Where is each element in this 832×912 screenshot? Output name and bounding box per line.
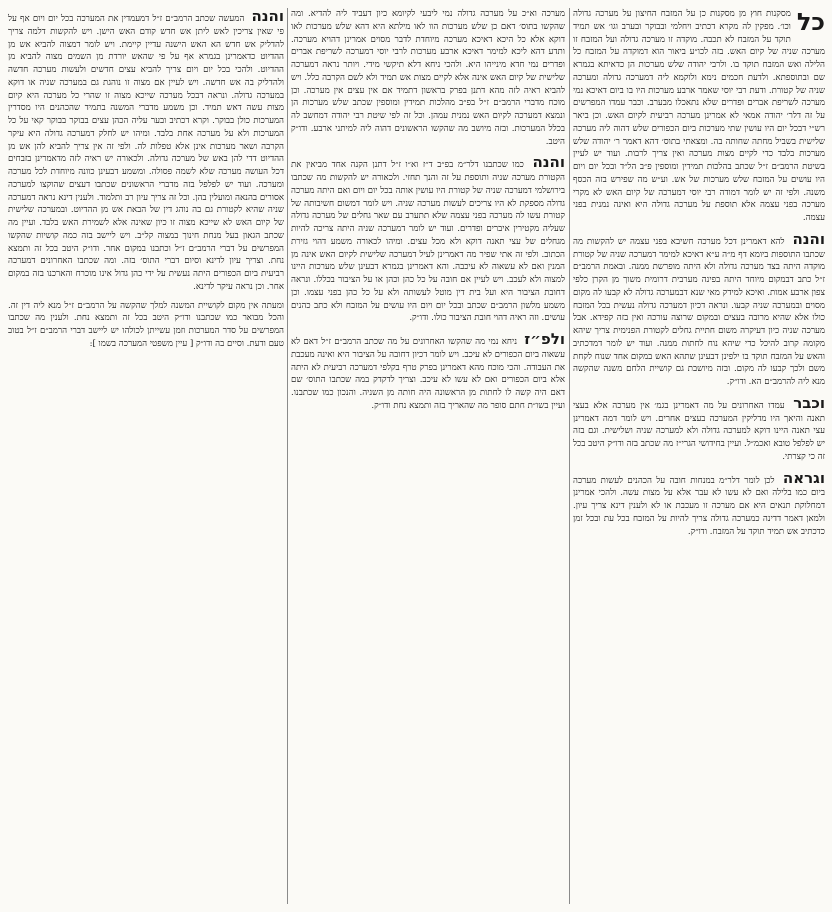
paragraph <box>291 8 565 148</box>
paragraph-heading: והנה <box>532 153 565 172</box>
paragraph-text: כמו שכתבנו דלר״מ בפ״ב ד״ז וא״ו ז״ל דתנן הקנה אחד מביאין את הקטורת מערכה שניה ותוספת על זה והנך תחזי. ולכאורה יש להקשות מה שכתבו בירושלמי דמערכה שניה של קטורת היו עושין אותה בכל יום ויום ואם היתה מערכה גדולה מספקת לא היו צריכים לעשות מערכה שניה. ויש לומר דמשום חשיבותה של קטורת עשו לה מערכה בפני עצמה שלא תתערב עם שאר גחלים של מערכה גדולה שעליה מקטירין איברים ופדרים. ועוד יש לומר דמערכה שניה היתה צריכה להיות מגחלים של עצי תאנה דוקא ולא מכל עצים. ומיהו לכאורה משמע דהוי גזירת הכתוב. ולפי זה אתי שפיר מה דאמרינן לעיל דמערכה שלישית לקיום האש אינה מן המנין ואם לא עשאוה לא עיכבה. והא דאמרינן בגמרא דבעינן שלש מערכות היינו למצוה ולא לעכב. ויש לעיין אם חובה על כל כהן וכהן או על הציבור בכללו. ונראה דחובת הציבור היא ועל בית דין מוטל לעשותה ולא על כל כהן בפני עצמו. וכן משמע מלשון הרמב״ם שכתב ובכל יום ויום היו עושים על המזבח ולא כתב כהנים עושים. וזה ראיה דהוי חובת הציבור כולו. ודו״ק. <box>291 160 565 324</box>
column-divider <box>287 8 288 904</box>
paragraph-text: ניחא נמי מה שהקשו האחרונים על מה שכתב הרמב״ם ז״ל דאם לא עשאוה ביום הכפורים לא עיכב. ויש לומר דכיון דחובה על הציבור היא ואינה מעכבת את העבודה. והכי מוכח מהא דאמרינן בפרק טרף בקלפי דמערכה רביעית לא היתה אלא ביום הכפורים ואם לא עשו לא עיכב. וצריך לדקדק במה שכתבו התוס׳ שם דאם היה קשה לו לחתות מן הראשונה היה חותה מן השניה. והנכון כמו שכתבנו. ועיין בשו״ת חתם סופר מה שהאריך בזה ותמצא נחת ודו״ק. <box>291 337 565 411</box>
paragraph-text: להא דאמרינן דכל מערכה חשיבא בפני עצמה יש להקשות מה שכתבו התוספות ביומא דף מ״ה ע״א דאיכא למימר דמערכה שניה של קטורת מוקדה היתה בצד מערכה גדולה ולא היתה מופרשת ממנה. ובאמת הרמב״ם ז״ל כתב דבמקום מיוחד היתה בפינה מערבית דרומית משוך מן הקרן כלפי צפון ארבע אמות. ואיכא למידק מאי שנא דבמערכה גדולה לא קבעו לה מקום מסוים ובמערכה שניה קבעו. ונראה דכיון דמערכה גדולה נעשית בכל המזבח כולו אלא שהיא מרובה בעצים ובמקום שרוצה עורכה ואין בזה קפידא. אבל מערכה שניה כיון דעיקרה משום חתיית גחלים לקטורת הפנימית צריך שיהא מקומה קרוב להיכל כדי שיהא נוח לחתות ממנה. ועוד יש לומר דמדכתיב והאש על המזבח תוקד בו ילפינן דבעינן שתהא האש במקום אחד שנוח לקחת משם ולכך קבעו לה מקום. ובזה מיושבת גם קושיית הלחם משנה שהקשה מנא ליה להרמב״ם הא. ודו״ק. <box>573 236 825 387</box>
paragraph-text: עמדו האחרונים על מה דאמרינן בגמ׳ אין מערכה אלא בעצי תאנה והיאך היו מדליקין המערכה בעצים אחרים. ויש לומר דמה דאמרינן עצי תאנה היינו דוקא למערכה גדולה ולא למערכה שניה ושלישית. וגם בזה יש לפלפל טובא ואכמ״ל. ועיין בחידושי הגרי״ז מה שכתב בזה ודו״ק היטב בכל זה כי קצרתי. <box>573 400 825 462</box>
paragraph <box>8 300 284 351</box>
paragraph-heading: ולפ״ז <box>524 330 565 348</box>
paragraph-text: לכן לומר דלר״מ במנחות חובה על הכהנים לעשות מערכה ביום כמו בלילה ואם לא עשו לא עבר אלא על מצות עשה. ולהכי אמרינן דמחלוקת תנאים היא אם מערכה זו מעכבת או לא ולענין דינא צריך עיון. ולמאן דאמר דדינה כמערכה גדולה צריך להיות על המזבח בכל עת ובכל זמן כדכתיב אש תמיד תוקד על המזבח. ודו״ק. <box>573 475 825 537</box>
paragraph <box>291 154 565 325</box>
paragraph-text: ומעתה אין מקום לקושיית המשנה למלך שהקשה על הרמב״ם ז״ל מנא ליה דין זה. והכל מבואר כמו שכתבנו ודו״ק היטב בכל זה ותמצא נחת. ולענין מה שכתבו המפרשים על סדר המערכות וזמן עשייתן לכולהו יש ליישב דברי הרמב״ם ז״ל בטוב טעם ודעת. וסיים בה ודו״ק [ עיין משפטי המערכה בשמו ]: <box>8 300 284 349</box>
text-column-middle <box>291 8 565 904</box>
paragraph-heading: והנה <box>251 8 284 25</box>
paragraph <box>291 331 565 413</box>
paragraph <box>573 231 825 389</box>
paragraph-heading: וכבר <box>793 393 825 412</box>
paragraph-heading: והנה <box>792 229 825 248</box>
paragraph-text: מערכה וא״כ על מערכה גדולה נמי ליבעי לקיומא כיון דעביד ליה להדיא. ומה שהקשו בתוס׳ דאם כן שלש מערכות הוו לאו מילתא היא דהא שלש מערכות לאו דוקא אלא כל היכא דאיכא מערכה מיוחדת לדבר מסוים אמרינן דהויא מערכה. ותדע דהא ליכא למימר דאיכא ארבע מערכות לרבי יוסי דמערכה לשריפת אברים ופדרים נמי חדא מינייהו היא. ולהכי ניחא דלא תיקשי מידי. ויותר נראה דמערכה שלישית של קיום האש אינה אלא לקיים מצות אש תמיד ולא לשם הקרבה כלל. ויש להביא ראיה לזה מהא דתנן בפרק בראשון דתמיד אם אין עצים אין מערכה. וכן מוכח מדברי הרמב״ם ז״ל בפ״ב מהלכות תמידין ומוספין שכתב שלש מערכות הן ונמצא דמערכה לקיום האש נמנית עמהן. וכל זה לפי שיטת רבי יהודה דמחשב לה בכלל המערכות. ובזה מיושב מה שהקשו הראשונים דהוה ליה למיתני ארבע. ודו״ק היטב. <box>291 9 565 147</box>
paragraph <box>573 8 825 225</box>
text-column-left <box>8 8 284 904</box>
column-divider <box>569 8 570 904</box>
paragraph-text: המעשה שכתב הרמב״ם ז״ל דמעמדין את המערכה בכל יום ויום אף על פי שאין צריכין לאש ליתן אש חדש קודם האש הישן. ויש להקשות דלמה צריך להדליק אש חדש הא האש הישנה עדיין קיימת. ויש לומר דמצוה להביא אש מן ההדיוט כדאמרינן בגמרא אף על פי שהאש יורדת מן השמים מצוה להביא מן ההדיוט. ולהכי בכל יום ויום צריך להביא עצים חדשים ולעשות מערכה חדשה ולהדליק בה אש חדשה. ויש לעיין אם מצוה זו נוהגת גם במערכה שניה או דוקא במערכה גדולה. ונראה דבכל מערכה שייכא מצוה זו שהרי כל מערכה היא קיום מצות עשה דאש תמיד. וכן משמע מדברי המשנה בתמיד שהכהנים היו מסדרין המערכות כולן בבוקר. וקרא דכתיב ובער עליה הכהן עצים בבוקר בבוקר קאי על כל המערכות ולא על מערכה אחת בלבד. ומיהו יש לחלק דמערכה גדולה היא עיקר הקרבה ושאר מערכות אינן אלא טפלות לה. ולפי זה אין צריך להביא להן אש מן ההדיוט דדי להן באש של מערכה גדולה. ולכאורה יש ראיה לזה מדאמרינן בזבחים דכל העושה מערכה שלא לשמה פסולה. ומשמע דבעינן כוונה מיוחדת לכל מערכה ומערכה. ועוד יש לפלפל בזה מדברי הראשונים שכתבו דעצים שהוקצו למערכה אסורים בהנאה ומועלין בהן. וכל זה צריך עיון רב ותלמוד. ולענין דינא נראה דמערכה שניה שהיא לקטורת גם בה נוהג דין של הבאת אש מן ההדיוט. ובמערכה שלישית של קיום האש לא שייכא מצוה זו כיון שאינה אלא לשמירת האש בלבד. ועיין מה שכתב הגאון בעל מנחת חינוך במצוה קל״ב. ויש ליישב בזה כמה קושיות שהקשו המפרשים על דברי הרמב״ם ז״ל וכתבנו במקום אחר. ודו״ק היטב בכל זה ותמצא נחת. וצריך עיון לדינא וסיום דברי התוס׳ בזה. ומה שכתבו האחרונים דמערכה רביעית ביום הכפורים היתה נעשית על ידי כהן גדול אינו מוכרח והארכנו בזה במקום אחר. וכן נראה עיקר לדינא. <box>8 14 284 292</box>
paragraph <box>573 470 825 539</box>
text-column-right <box>573 8 825 904</box>
paragraph <box>8 8 284 294</box>
paragraph-heading: כל <box>796 8 825 36</box>
paragraph-heading: וגראה <box>782 468 825 487</box>
paragraph-text: מסקנות חוץ מן מסקנות כן על המזבח החיצון על מערכה גדולה וכו׳. מפקין לה מקרא דכתיב ויחלמי ובבוקר ובערב וגו׳ אש תמיד תוקד על המזבח לא תכבה. מוקדה זו מערכה גדולה ועל המזבח זו מערכה שניה של קיום האש. בזה לכו״ע ביאור הוא דמוקדה על המזבח כל הלילה ואש המזבח תוקד בו. ולרבי יהודה שלש מערכות הן כדאיתא בגמרא שם ובתוספתא. ולדעת חכמים נימא ולוקמא ליה דמערכה גדולה ומערכה שניה של קטורת. ודעת רבי יוסי שאמר ארבע מערכות היו בו ביום דאיכא נמי מערכה לשריפת אברים ופדרים שלא נתאכלו מבערב. וכבר עמדו המפרשים על זה דלר׳ יהודה אמאי לא אמרינן מערכה רביעית לקיום האש. וכן ביאר רש״י דבכל יום היו עושין שתי מערכות ביום הכפורים שלש דהוה ליה מערכה שלישית בשביל מחתה שחותה בה. ומצאתי בתוס׳ דהא דאמר ר׳ יהודה שלש מערכות בלבד כדי לקיים מצות מערכה ואין צריך לרבות. ועוד יש לעיין בשיטת הרמב״ם ז״ל שכתב בהלכות תמידין ומוספין פ״ב הל״ד ובכל יום ויום היו עושים על המזבח שלש מערכות של אש. וע״ש מה שפירש בזה הכסף משנה. ולפי זה יש לומר דמודה רבי יוסי דמערכה של קיום האש לא מקרי מערכה בפני עצמה אלא תוספת על מערכה גדולה היא ואינה נמנית בפני עצמה. <box>573 9 825 223</box>
paragraph <box>573 395 825 464</box>
